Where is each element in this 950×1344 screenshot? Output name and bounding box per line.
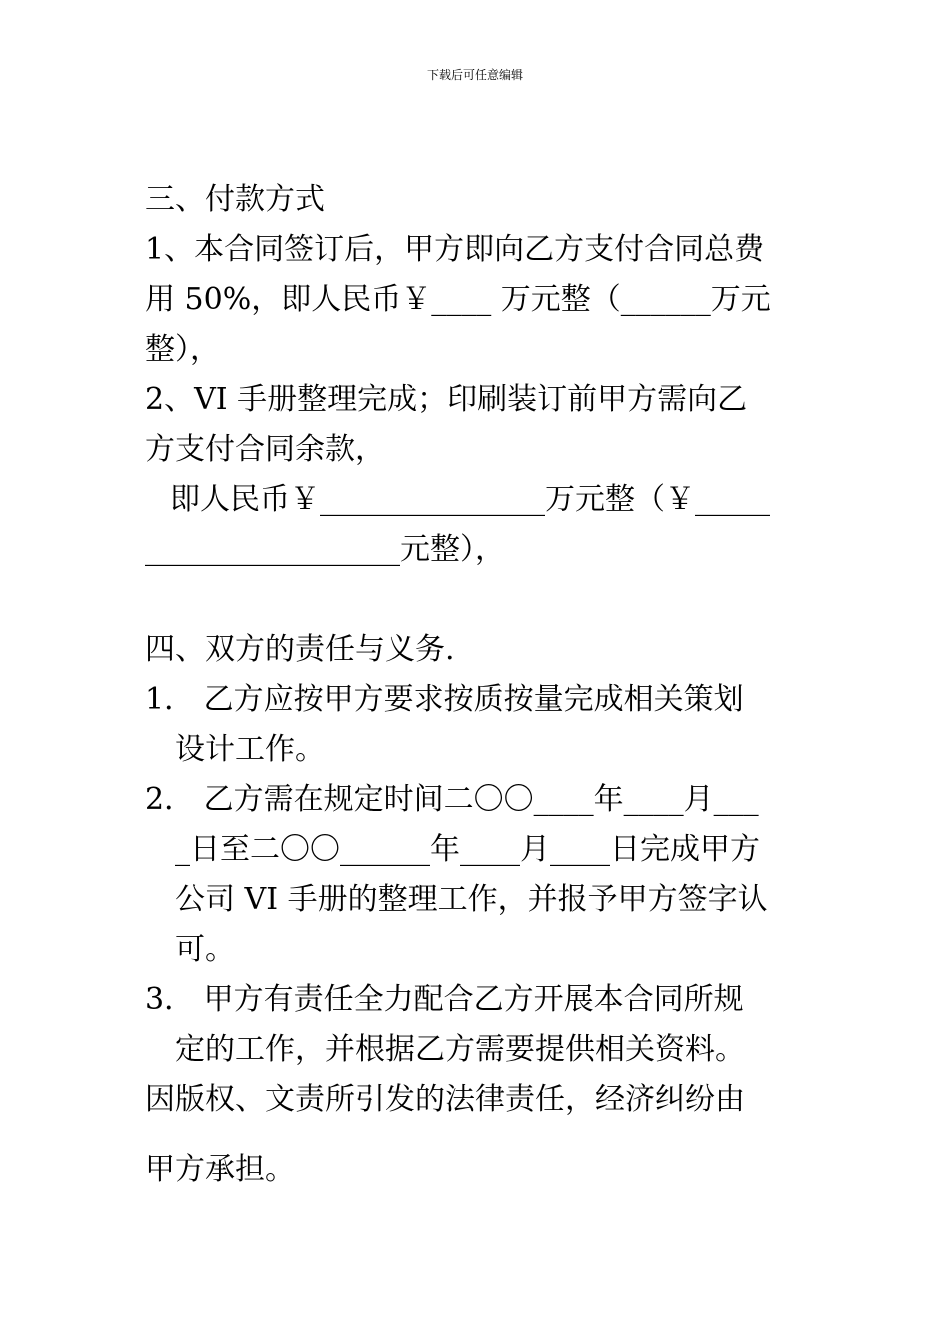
- section-4-item-2-line-4: 可。: [175, 932, 235, 967]
- section-3-item-2-line-3: 即人民币￥_______________万元整（￥_____: [170, 482, 770, 517]
- section-3-item-2-line-1: 2、VI 手册整理完成；印刷装订前甲方需向乙: [145, 382, 748, 417]
- page-header: 下载后可任意编辑: [426, 68, 523, 82]
- section-4-item-1-line-1: 1． 乙方应按甲方要求按质按量完成相关策划: [145, 682, 744, 717]
- section-4-item-3-line-2: 定的工作，并根据乙方需要提供相关资料。: [175, 1032, 745, 1067]
- section-4-item-2-line-2: _日至二〇〇______年____月____日完成甲方: [175, 832, 760, 867]
- section-3-item-2-line-4: _________________元整），: [145, 532, 505, 567]
- section-4-title: 四、双方的责任与义务.: [145, 632, 455, 667]
- section-4-paragraph-line-1: 因版权、文责所引发的法律责任，经济纠纷由: [145, 1082, 745, 1117]
- section-3-item-1-line-2: 用 50%，即人民币￥____ 万元整（______万元: [145, 282, 771, 317]
- section-4-item-3-line-1: 3． 甲方有责任全力配合乙方开展本合同所规: [145, 982, 744, 1017]
- section-4-item-2-line-1: 2． 乙方需在规定时间二〇〇____年____月___: [145, 782, 759, 817]
- section-4-paragraph-line-2: 甲方承担。: [145, 1152, 295, 1187]
- section-3-title: 三、付款方式: [145, 182, 325, 217]
- section-4-item-1-line-2: 设计工作。: [175, 732, 325, 767]
- section-3-item-2-line-2: 方支付合同余款，: [145, 432, 385, 467]
- section-4-item-2-line-3: 公司 VI 手册的整理工作，并报予甲方签字认: [175, 882, 768, 917]
- section-3-item-1-line-1: 1、本合同签订后，甲方即向乙方支付合同总费: [145, 232, 765, 267]
- section-3-item-1-line-3: 整），: [145, 332, 220, 367]
